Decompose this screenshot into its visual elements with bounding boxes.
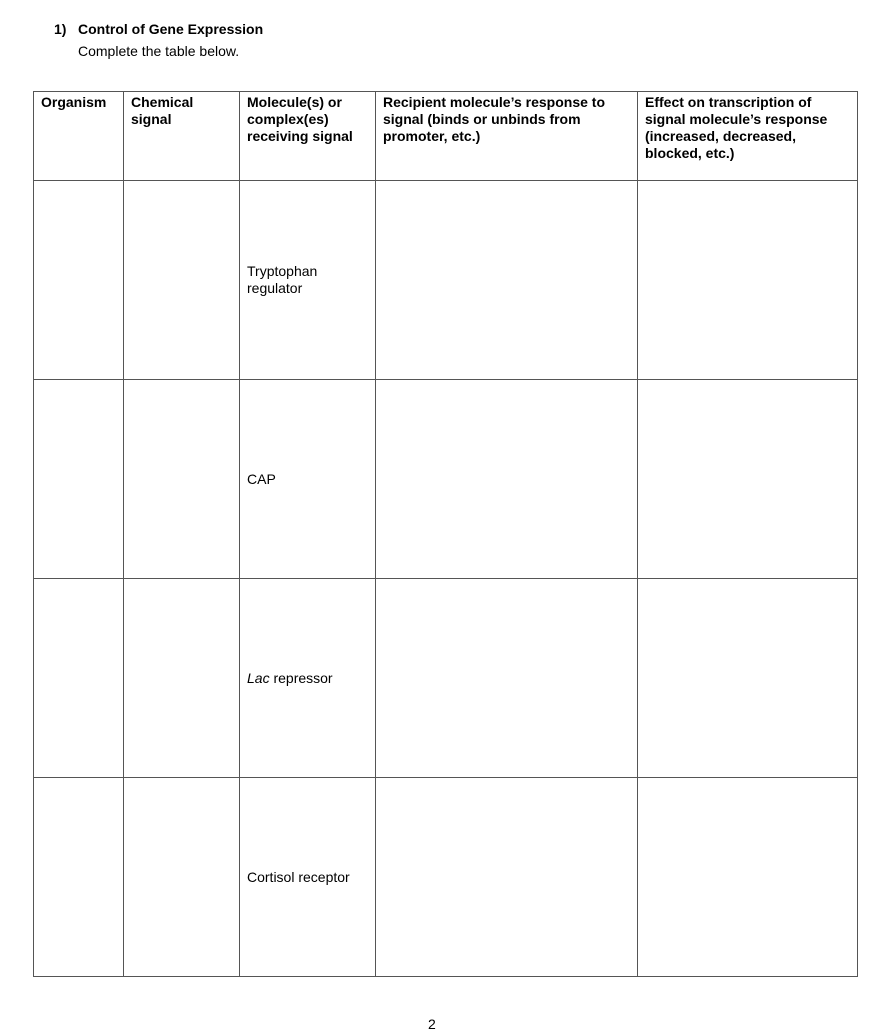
chemical-signal-cell[interactable]	[124, 181, 240, 380]
molecule-cell	[240, 380, 376, 579]
header-chemical-signal: Chemical signal	[124, 92, 240, 181]
table-row	[34, 380, 858, 579]
section-title: Control of Gene Expression	[78, 21, 264, 37]
molecule-name: repressor	[269, 669, 333, 686]
gene-expression-table	[33, 91, 858, 977]
header-organism: Organism	[34, 92, 124, 181]
effect-cell[interactable]	[638, 380, 858, 579]
section-number: 1)	[54, 21, 67, 37]
molecule-name: Tryptophan regulator	[247, 263, 318, 296]
section-heading	[54, 21, 263, 37]
molecule-name: CAP	[247, 470, 276, 487]
chemical-signal-cell[interactable]	[124, 380, 240, 579]
organism-cell[interactable]	[34, 380, 124, 579]
effect-cell[interactable]	[638, 579, 858, 778]
organism-cell[interactable]	[34, 778, 124, 977]
table-row	[34, 579, 858, 778]
header-recipient-response: Recipient molecule’s response to signal (binds or unbinds from promoter, etc.)	[376, 92, 638, 181]
page-number: 2	[428, 1016, 436, 1032]
organism-cell[interactable]	[34, 579, 124, 778]
response-cell[interactable]	[376, 181, 638, 380]
response-cell[interactable]	[376, 380, 638, 579]
section-instruction: Complete the table below.	[78, 43, 240, 59]
molecule-cell	[240, 579, 376, 778]
organism-cell[interactable]	[34, 181, 124, 380]
molecule-prefix: Lac	[247, 669, 270, 686]
header-transcription-effect: Effect on transcription of signal molecule’s response (increased, decreased, blocked, etc.)	[638, 92, 858, 181]
molecule-name: Cortisol receptor	[247, 868, 350, 885]
effect-cell[interactable]	[638, 778, 858, 977]
molecule-cell	[240, 778, 376, 977]
table-header-row	[34, 92, 858, 181]
effect-cell[interactable]	[638, 181, 858, 380]
table-row	[34, 181, 858, 380]
chemical-signal-cell[interactable]	[124, 579, 240, 778]
table-row	[34, 778, 858, 977]
molecule-cell	[240, 181, 376, 380]
chemical-signal-cell[interactable]	[124, 778, 240, 977]
response-cell[interactable]	[376, 778, 638, 977]
response-cell[interactable]	[376, 579, 638, 778]
header-receiving-molecule: Molecule(s) or complex(es) receiving signal	[240, 92, 376, 181]
